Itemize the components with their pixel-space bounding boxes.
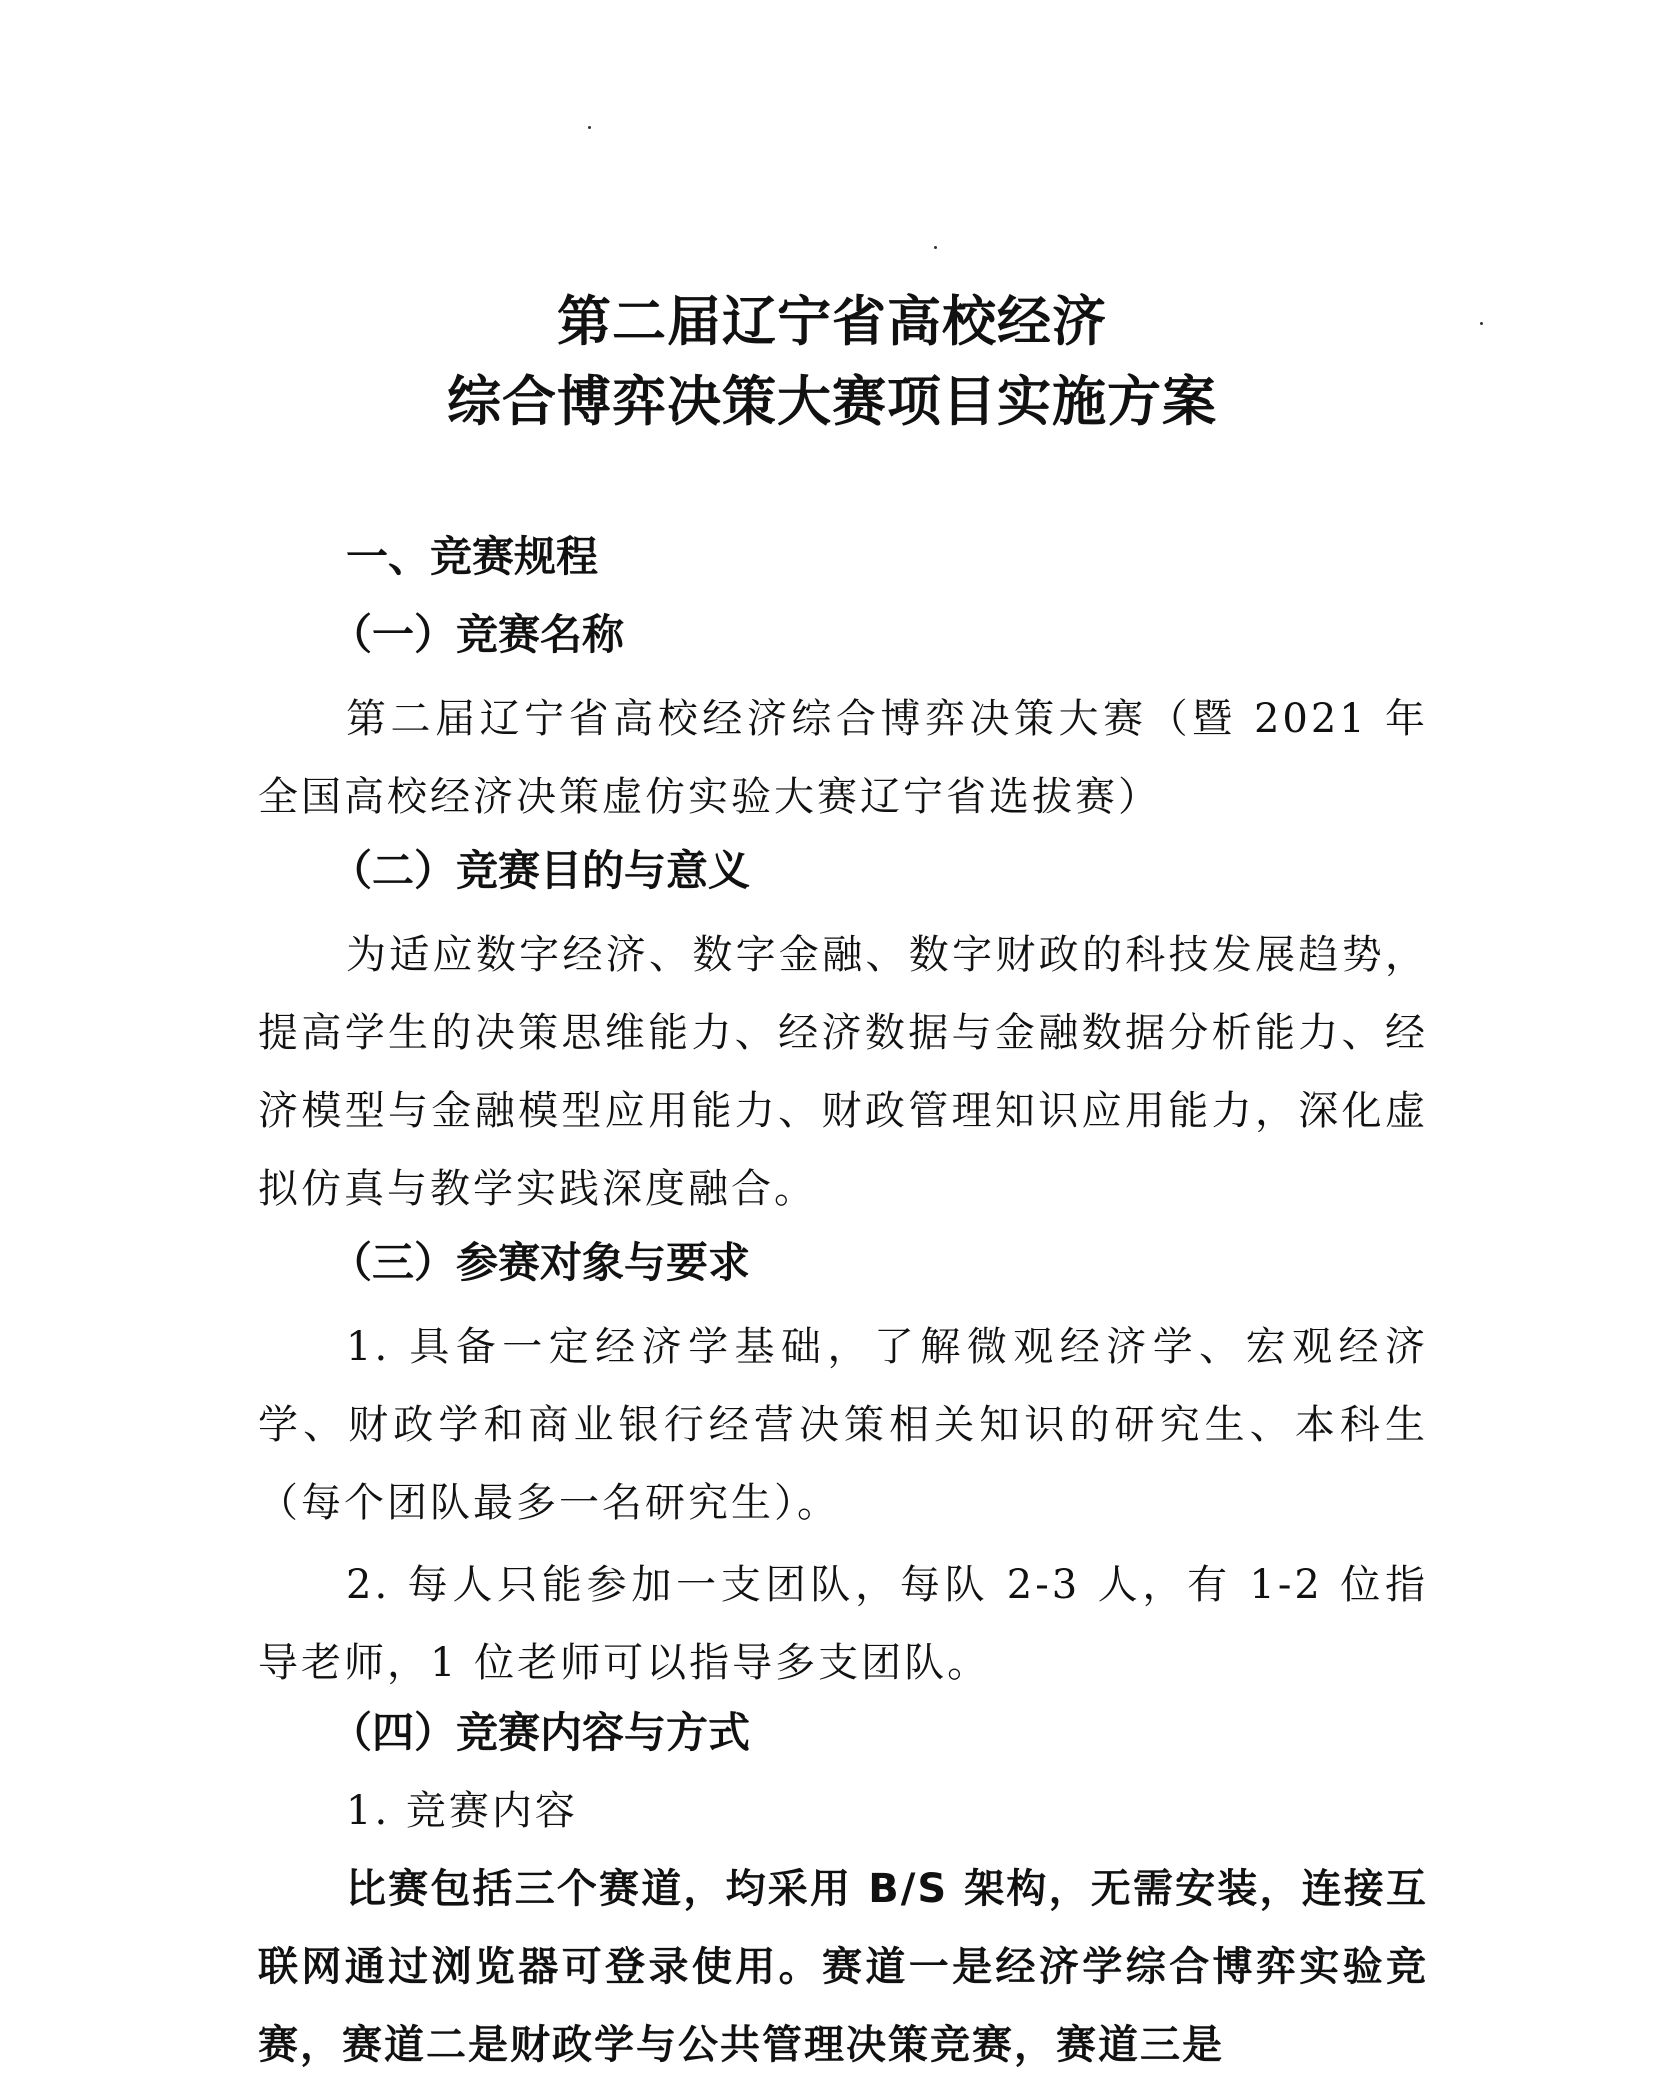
section-heading-rules: 一、竞赛规程 — [346, 532, 599, 581]
paragraph-purpose — [258, 916, 1428, 1228]
scan-speck — [588, 126, 591, 129]
paragraph-text: 比赛包括三个赛道，均采用 B/S 架构，无需安装，连接互联网通过浏览器可登录使用。赛道一是经济学综合博弈实验竞赛，赛道二是财政学与公共管理决策竞赛，赛道三是 — [258, 1866, 1428, 2068]
scan-speck — [934, 246, 937, 249]
item-heading-competition-content: 1. 竞赛内容 — [346, 1788, 578, 1834]
paragraph-competition-name — [258, 680, 1428, 836]
paragraph-participant-requirement-2 — [258, 1546, 1428, 1702]
paragraph-text: 2. 每人只能参加一支团队，每队 2-3 人，有 1-2 位指导老师，1 位老师可以指导多支团队。 — [258, 1562, 1428, 1686]
document-title-line-2: 综合博弈决策大赛项目实施方案 — [447, 370, 1217, 433]
subsection-heading-purpose: （二）竞赛目的与意义 — [330, 846, 751, 895]
paragraph-participant-requirement-1 — [258, 1308, 1428, 1542]
paragraph-text: 为适应数字经济、数字金融、数字财政的科技发展趋势，提高学生的决策思维能力、经济数据与金融数据分析能力、经济模型与金融模型应用能力、财政管理知识应用能力，深化虚拟仿真与教学实践深度融合。 — [258, 932, 1428, 1212]
document-title-line-1: 第二届辽宁省高校经济 — [557, 290, 1107, 353]
subsection-heading-name: （一）竞赛名称 — [330, 610, 625, 659]
paragraph-competition-content — [258, 1850, 1428, 2084]
subsection-heading-content: （四）竞赛内容与方式 — [330, 1708, 751, 1757]
paragraph-text: 第二届辽宁省高校经济综合博弈决策大赛（暨 2021 年全国高校经济决策虚仿实验大赛辽宁省选拔赛） — [258, 696, 1428, 820]
paragraph-text: 1. 具备一定经济学基础，了解微观经济学、宏观经济学、财政学和商业银行经营决策相关知识的研究生、本科生（每个团队最多一名研究生）。 — [258, 1324, 1428, 1526]
subsection-heading-participants: （三）参赛对象与要求 — [330, 1238, 751, 1287]
